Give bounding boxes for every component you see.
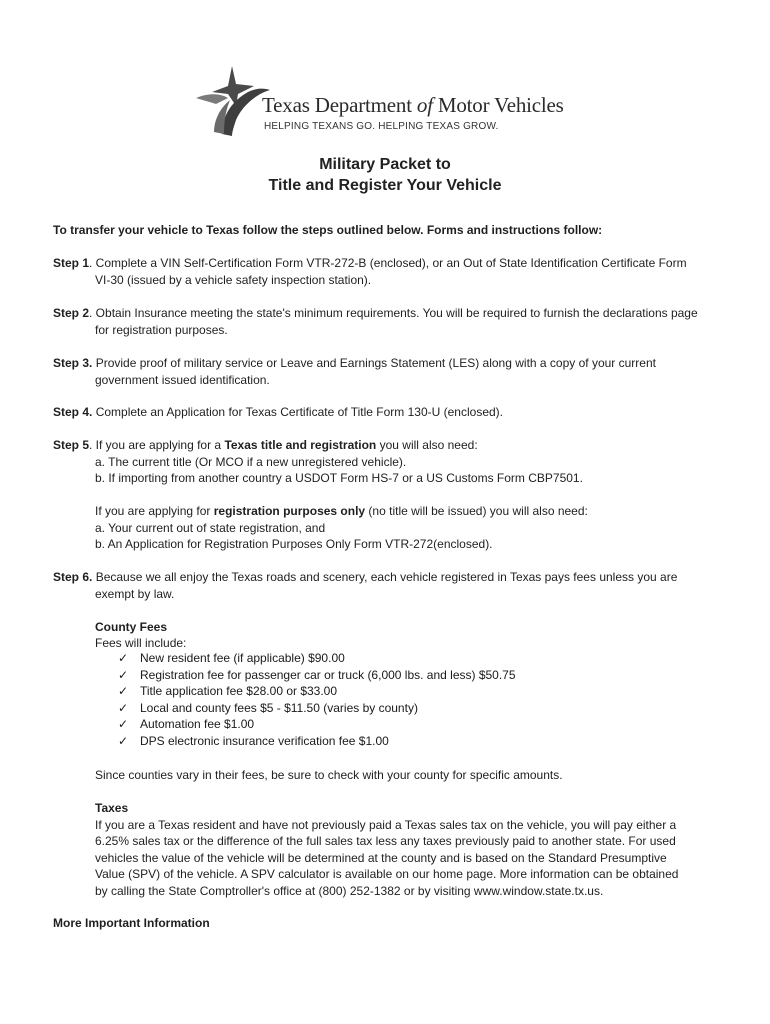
step-5-reg-item-b: b. An Application for Registration Purposes Only Form VTR-272(enclosed). bbox=[95, 537, 493, 551]
checkmark-icon: ✓ bbox=[118, 684, 129, 698]
step-5-item-b: b. If importing from another country a USDOT Form HS-7 or a US Customs Form CBP7501. bbox=[95, 471, 583, 485]
county-fees-heading: County Fees bbox=[95, 620, 168, 634]
organization-name: Texas Department of Motor Vehicles bbox=[262, 93, 564, 117]
list-item: ✓ Registration fee for passenger car or truck (6,000 lbs. and less) $50.75 bbox=[118, 667, 516, 682]
county-fees-intro: Fees will include: bbox=[95, 636, 187, 650]
list-item: ✓ Automation fee $1.00 bbox=[118, 717, 255, 731]
checkmark-icon: ✓ bbox=[118, 733, 129, 748]
step-6: Step 6. Because we all enjoy the Texas roads and scenery, each vehicle registered in Texas pays fees unless you are bbox=[53, 570, 678, 584]
step-1-line-2: VI-30 (issued by a vehicle safety inspection station). bbox=[95, 273, 372, 287]
step-3-line-2: government issued identification. bbox=[95, 373, 270, 387]
fee-checklist bbox=[118, 650, 516, 749]
more-info-heading: More Important Information bbox=[53, 916, 210, 930]
step-5-item-a: a. The current title (Or MCO if a new unregistered vehicle). bbox=[95, 455, 407, 469]
swoosh-left bbox=[196, 94, 228, 104]
step-3: Step 3. Provide proof of military service or Leave and Earnings Statement (LES) along with a copy of your current bbox=[53, 356, 656, 370]
step-5-registration-only: If you are applying for registration purposes only (no title will be issued) you will also need: bbox=[95, 504, 588, 518]
step-5-reg-item-a: a. Your current out of state registration, and bbox=[95, 521, 326, 535]
step-1: Step 1. Complete a VIN Self-Certification Form VTR-272-B (enclosed), or an Out of State Identification Certificate Form bbox=[53, 256, 687, 270]
step-4: Step 4. Complete an Application for Texas Certificate of Title Form 130-U (enclosed). bbox=[53, 405, 503, 419]
checkmark-icon: ✓ bbox=[118, 667, 129, 682]
step-5: Step 5. If you are applying for a Texas title and registration you will also need: bbox=[53, 438, 478, 452]
step-4-label: Step 4. bbox=[53, 405, 93, 419]
list-item: ✓ Local and county fees $5 - $11.50 (varies by county) bbox=[118, 700, 418, 715]
step-3-label: Step 3. bbox=[53, 356, 93, 370]
step-2-label: Step 2 bbox=[53, 306, 90, 320]
taxes-line: by calling the State Comptroller's office at (800) 252-1382 or by visiting www.window.state.tx.us. bbox=[95, 884, 604, 898]
step-2-line-2: for registration purposes. bbox=[95, 323, 228, 337]
intro-text: To transfer your vehicle to Texas follow the steps outlined below. Forms and instructions follow: bbox=[53, 223, 603, 237]
checkmark-icon: ✓ bbox=[118, 700, 129, 715]
step-2: Step 2. Obtain Insurance meeting the state's minimum requirements. You will be required to furnish the declarations page bbox=[53, 306, 698, 320]
county-fees-note: Since counties vary in their fees, be sure to check with your county for specific amounts. bbox=[95, 768, 563, 782]
taxes-line: Value (SPV) of the vehicle. A SPV calculator is available on our home page. More information can be obtained bbox=[95, 867, 679, 881]
list-item: ✓ DPS electronic insurance verification fee $1.00 bbox=[118, 733, 389, 748]
step-6-line-2: exempt by law. bbox=[95, 587, 175, 601]
list-item: ✓ New resident fee (if applicable) $90.00 bbox=[118, 651, 345, 665]
checkmark-icon: ✓ bbox=[118, 717, 129, 731]
taxes-line: vehicles the value of the vehicle will be determined at the county and is based on the Standard Presumptive bbox=[95, 851, 667, 865]
step-6-label: Step 6. bbox=[53, 570, 93, 584]
list-item: ✓ Title application fee $28.00 or $33.00 bbox=[118, 684, 338, 698]
txdmv-star-logo bbox=[192, 62, 272, 138]
document-title-line-2: Title and Register Your Vehicle bbox=[268, 177, 502, 194]
taxes-heading: Taxes bbox=[95, 801, 129, 815]
organization-tagline: HELPING TEXANS GO. HELPING TEXAS GROW. bbox=[264, 121, 499, 132]
taxes-line: If you are a Texas resident and have not previously paid a Texas sales tax on the vehicle, you will pay either a bbox=[95, 818, 677, 832]
checkmark-icon: ✓ bbox=[118, 651, 129, 665]
step-5-label: Step 5 bbox=[53, 438, 90, 452]
taxes-line: 6.25% sales tax or the difference of the full sales tax less any taxes previously paid to another state. For used bbox=[95, 834, 676, 848]
document-title-line-1: Military Packet to bbox=[319, 156, 451, 173]
step-1-label: Step 1 bbox=[53, 256, 90, 270]
